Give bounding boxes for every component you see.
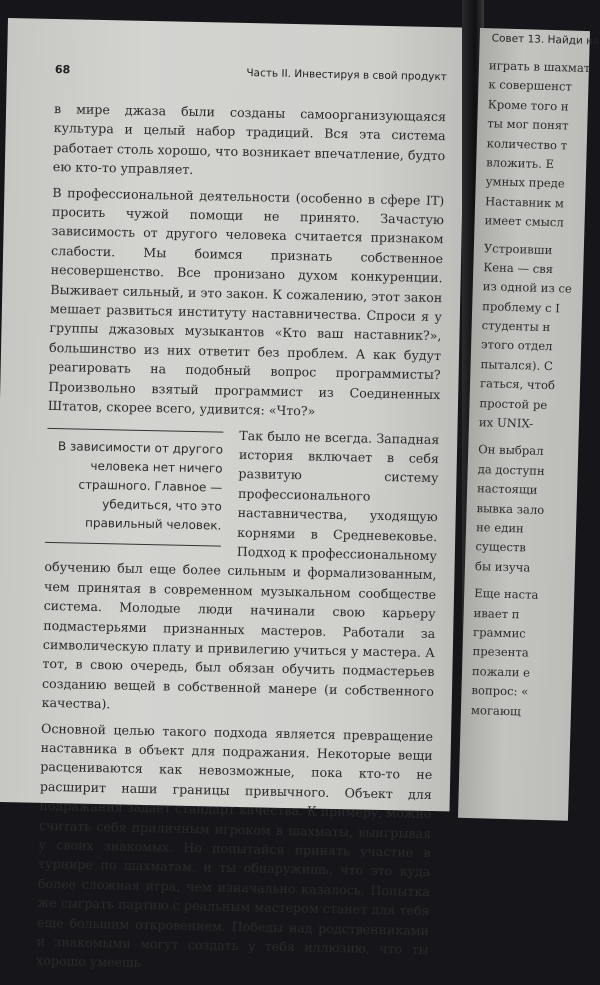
pull-quote: В зависимости от другого человека нет ничего страшного. Главное — убедиться, что это правильный человек. — [45, 427, 223, 546]
right-page-line: умных преде — [485, 174, 565, 191]
right-page-line: вывка зало — [476, 500, 545, 517]
running-header — [55, 63, 447, 89]
right-page-line: могающ — [470, 702, 522, 718]
right-page-text — [471, 56, 589, 722]
right-running-head: Совет 13. Найди на — [491, 32, 600, 48]
right-page-line: не един — [475, 520, 524, 536]
left-book-page — [0, 18, 466, 971]
right-page-line: Кена — свя — [483, 260, 554, 277]
right-page-line: этого отдел — [480, 337, 553, 354]
right-page-line: да доступн — [477, 461, 545, 478]
right-page-line: имеет смысл — [484, 213, 564, 230]
running-head-title: Часть II. Инвестируя в свой продукт — [246, 67, 447, 84]
right-page-line: студенты н — [481, 318, 551, 335]
page-body — [36, 99, 446, 985]
right-page-line: настоящи — [476, 481, 538, 497]
right-page-line: вопрос: « — [471, 683, 529, 699]
right-page-line: из одной из се — [482, 279, 573, 296]
right-page-line: количество т — [486, 135, 568, 153]
right-page-line: пытался). С — [480, 357, 554, 374]
right-page-line: их UNIX- — [478, 415, 534, 431]
right-page-line: Наставник м — [484, 193, 565, 211]
paragraph: Основной целью такого подхода является превращение наставника в объект для подражания. Некоторые вещи расцениваются как невозможные, пока кто-то не расширит наши границы привычного. Объект для подражания задает стандарт качества. К примеру, можно считать себя приличным игроком в шахматы, выигрывая у своих знакомых. Но попытайся принять участие в турнире по шахматам, и ты обнаружишь, что это куда более сложная игра, чем изначально казалось. Попытка же сыграть партию с реальным мастером станет для тебя еще большим откровением. Победы над родственниками и знакомыми могут создать у тебя иллюзию, что ты хорошо умеешь — [36, 720, 434, 971]
right-page-line: бы изуча — [474, 558, 531, 575]
right-page-line: существ — [475, 539, 527, 555]
right-page-line: к совершенст — [488, 77, 573, 94]
right-page-line: граммис — [472, 624, 526, 641]
right-page-line: Он выбрал — [478, 442, 544, 459]
paragraph: В профессиональной деятельности (особенно в сфере IT) просить чужой помощи не принято. Зачастую зависимость от другого человека считается признаком слабости. Мы боимся признать собственное несовершенство. Все пронизано духом конкуренции. Выживает сильный, и это закон. К сожалению, этот закон мешает развиться институту наставничества. Спроси я у группы джазовых музыкантов «Кто ваш наставник?», большинство из них ответит без проблем. А как будут реагировать на подобный вопрос программисты? Произвольно взятый программист из Соединенных Штатов, скорее всего, удивится: «Что?» — [47, 184, 445, 419]
right-page-line: пожали е — [471, 663, 531, 680]
right-page-line: ты мог понят — [487, 116, 569, 133]
page-number: 68 — [54, 62, 71, 77]
paragraph: Так было не всегда. Западная история включает в себя развитую систему профессионального наставничества, уходящую корнями в Средневековье. Подход к профессиональному обучению был еще более сильным и формализованным, чем принятая в современном музыкальном сообществе система. Молодые люди начинали свою карьеру подмастерьями признанных мастеров. Работали за символическую плату и привилегию учиться у мастера. А тот, в свою очередь, был обязан обучить подмастерьев созданию вещей в собственной манере (и собственного качества). — [41, 427, 440, 712]
right-page-line: играть в шахмат — [488, 58, 591, 76]
paragraph: в мире джаза были созданы самоорганизующаяся культура и целый набор традиций. Вся эта система работает столь хорошо, что возникает впечатление, будто ею кто-то управляет. — [52, 100, 447, 178]
right-page-line: простой ре — [479, 395, 548, 412]
right-page-line: Устроивши — [483, 240, 553, 257]
right-page-line: ивает п — [473, 605, 520, 621]
right-page-line: Кроме того н — [487, 97, 569, 114]
right-book-page — [458, 28, 600, 821]
right-page-line: проблему с I — [482, 298, 561, 316]
section-with-pullquote — [41, 421, 439, 720]
right-page-line: вложить. Е — [486, 155, 555, 172]
right-page-line: гаться, чтоб — [479, 376, 556, 393]
right-page-line: презента — [472, 644, 530, 660]
right-page-line: Еще наста — [474, 586, 539, 603]
